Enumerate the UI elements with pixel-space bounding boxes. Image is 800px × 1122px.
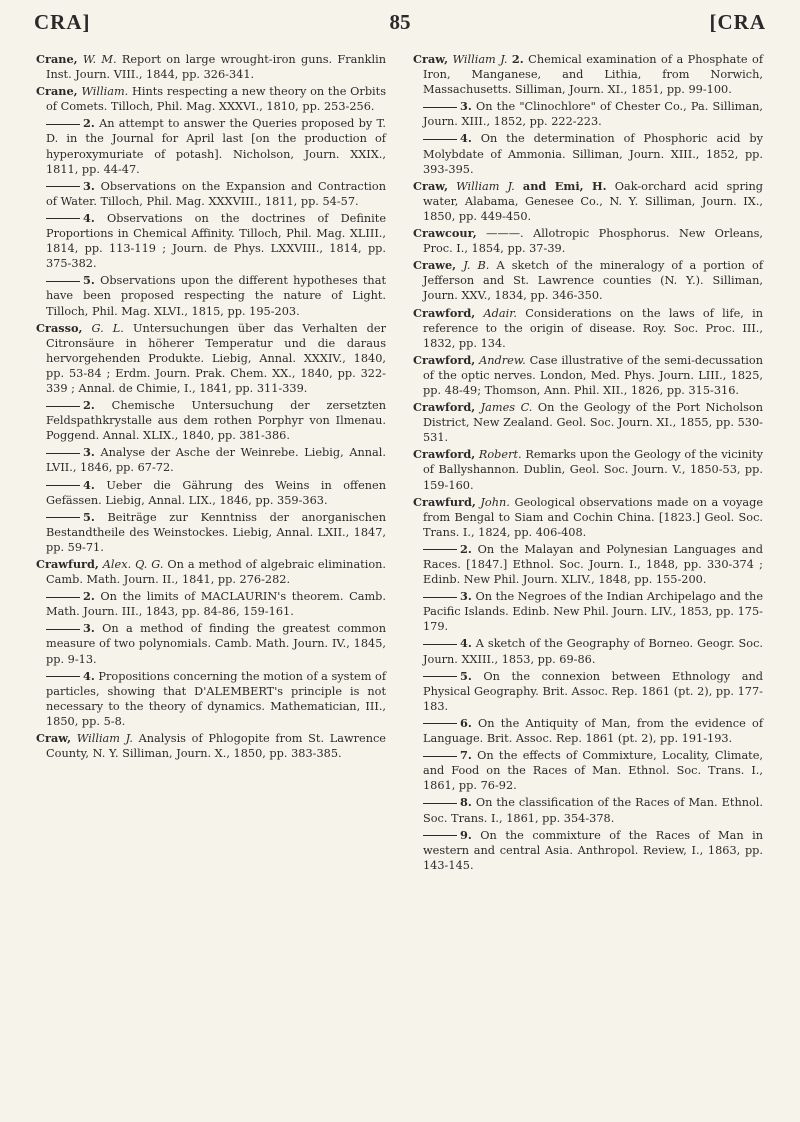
entry-number: 5. [83, 509, 95, 524]
entry-text: On the Negroes of the Indian Archipelago and the Pacific Islands. Edinb. New Phil. Journ. LIV., 1853, pp. 175-179. [423, 590, 763, 634]
bibliography-entry [413, 353, 763, 398]
bibliography-entry [36, 445, 386, 475]
entry-number: 5. [460, 668, 472, 683]
entry-number: 3. [83, 178, 95, 193]
ditto-dash [46, 186, 80, 187]
ditto-dash [423, 139, 457, 140]
entry-text: An attempt to answer the Queries proposed by T. D. in the Journal for April last [on the production of hyperoxymuriate of potash]. Nicholson, Journ. XXIX., 1811, pp. 44-47. [46, 117, 387, 176]
entry-text: Ueber die Gährung des Weins in offenen Gefässen. Liebig, Annal. LIX., 1846, pp. 359-363. [46, 478, 387, 507]
bibliography-entry [413, 306, 763, 351]
author-initials: James C. [480, 401, 533, 415]
entry-text: Oak-orchard acid spring water, Alabama, Genesee Co., N. Y. Silliman, Journ. IX., 1850, pp. 449-450. [423, 179, 763, 223]
entry-number: 4. [83, 477, 95, 492]
author-surname: Craw, [413, 178, 448, 193]
author-initials: William J. [452, 53, 508, 66]
entry-text: Hints respecting a new theory on the Orbits of Comets. Tilloch, Phil. Mag. XXXVI., 1810, pp. 253-256. [46, 85, 386, 114]
entry-number: 2. [83, 116, 95, 131]
ditto-dash [46, 629, 80, 630]
bibliography-entry [36, 321, 386, 396]
author-surname: Crawford, [413, 352, 476, 367]
author-surname: Crasso, [36, 320, 83, 335]
entry-number: 2. [460, 541, 472, 556]
bibliography-entry [36, 621, 386, 666]
entry-number: 4. [460, 636, 472, 651]
ditto-dash [423, 676, 457, 677]
entry-number: 6. [460, 715, 472, 730]
bibliography-entry [413, 179, 763, 224]
author-initials: William J. [76, 732, 133, 746]
author-surname: Crawcour, [413, 226, 477, 241]
ditto-dash [423, 803, 457, 804]
ditto-dash [46, 406, 80, 407]
entry-number: 4. [83, 668, 95, 683]
entry-number: 4. [460, 131, 472, 146]
author-surname: Crawford, [413, 447, 476, 462]
author-initials: William. [81, 85, 129, 99]
bibliography-entry [36, 510, 386, 555]
entry-number: 5. [83, 273, 95, 288]
header-left: CRA] [34, 10, 91, 34]
bibliography-entry [413, 795, 763, 825]
entry-text: Report on large wrought-iron guns. Franklin Inst. Journ. VIII., 1844, pp. 326-341. [46, 53, 387, 82]
author-initials: Andrew. [479, 353, 526, 367]
bibliography-entry [36, 398, 386, 443]
bibliography-entry [36, 116, 386, 176]
ditto-dash [46, 124, 80, 125]
bibliography-entry [413, 828, 763, 873]
bibliography-entry [413, 589, 763, 634]
entry-number: 2. [511, 52, 524, 66]
bibliography-entry [36, 211, 386, 271]
author-surname: Crawford, [413, 305, 476, 320]
entry-text: Allotropic Phosphorus. New Orleans, Proc. I., 1854, pp. 37-39. [423, 227, 764, 256]
entry-text: On the Antiquity of Man, from the evidence of Language. Brit. Assoc. Rep. 1861 (pt. 2), pp. 191-193. [423, 716, 763, 746]
bibliography-entry [413, 447, 763, 492]
entry-text: Propositions concerning the motion of a system of particles, showing that D'ALEMBERT's principle is not necessary to the theory of dynamics. Mathematician, III., 1850, pp. 5-8. [46, 669, 386, 728]
author-surname: Craw, [413, 52, 448, 66]
entry-number: 3. [460, 99, 472, 114]
entry-text: A sketch of the mineralogy of a portion of Jefferson and St. Lawrence counties (N. Y.). Silliman, Journ. XXV., 1834, pp. 346-350. [423, 259, 764, 303]
bibliography-entry [413, 716, 763, 746]
bibliography-entry [413, 495, 763, 540]
right-column [413, 52, 763, 875]
entry-text: Analyse der Asche der Weinrebe. Liebig, Annal. LVII., 1846, pp. 67-72. [46, 446, 386, 475]
coauthor: and Emi, H. [522, 178, 607, 193]
ditto-dash [46, 676, 80, 677]
entry-text: Analysis of Phlogopite from St. Lawrence County, N. Y. Silliman, Journ. X., 1850, pp. 383-385. [46, 732, 386, 761]
ditto-dash [423, 597, 457, 598]
bibliography-entry [413, 226, 763, 256]
bibliography-entry [36, 52, 386, 82]
running-header [34, 10, 766, 44]
author-surname: Crawfurd, [413, 494, 476, 509]
author-surname: Craw, [36, 731, 71, 746]
entry-text: On the classification of the Races of Man. Ethnol. Soc. Trans. I., 1861, pp. 354-378. [423, 796, 764, 825]
author-surname: Crawford, [413, 400, 476, 415]
entry-text: Geological observations made on a voyage from Bengal to Siam and Cochin China. [1823.] Geol. Soc. Trans. I., 1824, pp. 406-408. [423, 495, 764, 539]
entry-number: 3. [83, 445, 95, 460]
bibliography-entry [36, 179, 386, 209]
ditto-dash [423, 756, 457, 757]
bibliography-entry [413, 636, 763, 666]
header-right: [CRA [709, 10, 766, 34]
bibliography-entry [36, 478, 386, 508]
bibliography-entry [36, 273, 386, 318]
entry-number: 3. [460, 589, 472, 604]
entry-number: 2. [83, 589, 95, 604]
bibliography-entry [413, 131, 763, 176]
entry-number: 4. [83, 210, 95, 225]
entry-text: On the "Clinochlore" of Chester Co., Pa. Silliman, Journ. XIII., 1852, pp. 222-223. [423, 100, 763, 129]
ditto-dash [423, 723, 457, 724]
entry-text: On a method of finding the greatest common measure of two polynomials. Camb. Math. Journ. IV., 1845, pp. 9-13. [46, 622, 387, 666]
entry-text: On the limits of MACLAURIN's theorem. Camb. Math. Journ. III., 1843, pp. 84-86, 159-161. [46, 590, 386, 619]
bibliography-entry [36, 589, 386, 619]
bibliography-entry [36, 84, 386, 114]
bibliography-entry [36, 731, 386, 761]
entry-text: Observations upon the different hypotheses that have been proposed respecting the nature of Light. Tilloch, Phil. Mag. XLVI., 1815, pp. 195-203. [46, 274, 386, 318]
ditto-dash [423, 835, 457, 836]
bibliography-entry [36, 669, 386, 729]
entry-text: Chemische Untersuchung der zersetzten Feldspathkrystalle aus dem rothen Porphyr von Ilmenau. Poggend. Annal. XLIX., 1840, pp. 381-386. [46, 399, 387, 443]
bibliography-entry [413, 99, 763, 129]
entry-text: Observations on the doctrines of Definite Proportions in Chemical Affinity. Tilloch, Phil. Mag. XLIII., 1814, pp. 113-119 ; Journ. de Phys. LXXVIII., 1814, pp. 375-382. [46, 211, 386, 271]
bibliography-entry [413, 400, 763, 445]
entry-number: 7. [460, 748, 472, 763]
author-initials: ———. [486, 227, 524, 241]
left-column [36, 52, 386, 763]
author-surname: Crawe, [413, 258, 457, 273]
ditto-dash [46, 281, 80, 282]
bibliography-entry [413, 258, 763, 303]
ditto-dash [423, 644, 457, 645]
entry-text: Remarks upon the Geology of the vicinity of Ballyshannon. Dublin, Geol. Soc. Journ. V., 1850-53, pp. 159-160. [423, 448, 764, 492]
author-initials: J. B. [463, 259, 490, 273]
ditto-dash [46, 517, 80, 518]
author-initials: W. M. [82, 53, 117, 66]
author-initials: Robert. [478, 448, 522, 462]
entry-text: Case illustrative of the semi-decussation of the optic nerves. London, Med. Phys. Journ. LIII., 1825, pp. 48-49; Thomson, Ann. Phil. XII., 1826, pp. 315-316. [423, 353, 764, 397]
author-surname: Crane, [36, 84, 78, 99]
ditto-dash [46, 485, 80, 486]
entry-text: Considerations on the laws of life, in reference to the origin of disease. Roy. Soc. Proc. III., 1832, pp. 134. [423, 306, 764, 350]
author-initials: Alex. Q. G. [102, 558, 164, 571]
entry-text: Untersuchungen über das Verhalten der Citronsäure in höherer Temperatur und die daraus hervorgehenden Produkte. Liebig, Annal. XXXIV., 1840, pp. 53-84 ; Erdm. Journ. Prak. Chem. XX., 1840, pp. 322-339 ; Annal. de Chimie, I., 1841, pp. 311-339. [46, 321, 386, 395]
entry-text: Observations on the Expansion and Contraction of Water. Tilloch, Phil. Mag. XXXVIII., 1811, pp. 54-57. [46, 179, 386, 208]
bibliography-entry [413, 52, 763, 97]
ditto-dash [46, 597, 80, 598]
entry-text: On the determination of Phosphoric acid by Molybdate of Ammonia. Silliman, Journ. XIII., 1852, pp. 393-395. [423, 132, 763, 176]
page-number: 85 [389, 10, 411, 34]
entry-text: On a method of algebraic elimination. Camb. Math. Journ. II., 1841, pp. 276-282. [46, 558, 387, 587]
entry-number: 3. [83, 621, 95, 636]
bibliography-entry [413, 669, 763, 714]
entry-text: Beiträge zur Kenntniss der anorganischen Bestandtheile des Weinstockes. Liebig, Annal. LXII., 1847, pp. 59-71. [46, 510, 387, 554]
author-surname: Crawfurd, [36, 557, 99, 571]
entry-text: On the effects of Commixture, Locality, Climate, and Food on the Races of Man. Ethnol. Soc. Trans. I., 1861, pp. 76-92. [423, 749, 763, 793]
ditto-dash [423, 549, 457, 550]
entry-text: Chemical examination of a Phosphate of Iron, Manganese, and Lithia, from Norwich, Massachusetts. Silliman, Journ. XI., 1851, pp. 99-100. [423, 53, 764, 97]
author-initials: Adair. [483, 306, 517, 320]
bibliography-entry [36, 557, 386, 587]
author-initials: G. L. [91, 321, 124, 335]
author-surname: Crane, [36, 52, 78, 66]
bibliography-entry [413, 542, 763, 587]
entry-text: On the Geology of the Port Nicholson District, New Zealand. Geol. Soc. Journ. XI., 1855, pp. 530-531. [423, 401, 763, 445]
author-initials: William J. [456, 179, 515, 193]
ditto-dash [46, 453, 80, 454]
entry-number: 8. [460, 795, 472, 810]
entry-text: On the commixture of the Races of Man in western and central Asia. Anthropol. Review, I., 1863, pp. 143-145. [423, 828, 763, 872]
entry-text: On the connexion between Ethnology and Physical Geography. Brit. Assoc. Rep. 1861 (pt. 2), pp. 177-183. [423, 669, 763, 713]
ditto-dash [46, 218, 80, 219]
ditto-dash [423, 107, 457, 108]
bibliography-entry [413, 748, 763, 793]
entry-text: On the Malayan and Polynesian Languages and Races. [1847.] Ethnol. Soc. Journ. I., 1848, pp. 330-374 ; Edinb. New Phil. Journ. XLIV., 1848, pp. 155-200. [423, 542, 764, 587]
entry-number: 9. [460, 827, 472, 842]
author-initials: John. [480, 495, 510, 509]
entry-number: 2. [83, 398, 95, 413]
entry-text: A sketch of the Geography of Borneo. Geogr. Soc. Journ. XXIII., 1853, pp. 69-86. [423, 637, 764, 666]
